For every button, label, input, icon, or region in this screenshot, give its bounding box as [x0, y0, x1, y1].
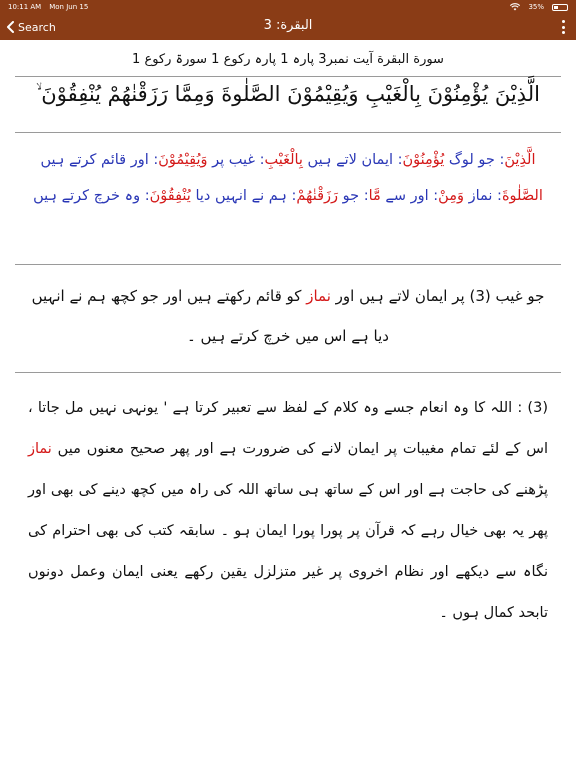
commentary-text: پڑھنے کی حاجت ہے اور اس کے ساتھ ہی ساتھ اللہ کی راہ میں کچھ دینے کی بھی اور پھر یہ بھی خیال رہے کہ قرآن پر پورا پورا ایمان ہو ۔ سابقہ کتب کی بھی احترام کی نگاہ سے دیکھے اور نظام اخروی پر غیر متزلزل یقین رکھے یعنی ایمان وعمل دونوں تابحد کمال ہوں ۔	[28, 482, 548, 621]
arabic-verse: الَّذِيْنَ يُؤْمِنُوْنَ بِالْغَيْبِ وَيُقِيْمُوْنَ الصَّلٰوةَ وَمِمَّا رَزَقْنٰھُمْ يُنْفِقُوْنَ ۙ	[36, 82, 540, 106]
wbw-arabic-word: رَزَقْنٰھُمْ	[296, 188, 339, 204]
wbw-urdu-meaning: : ایمان لاتے ہیں	[302, 152, 403, 168]
translation-text: جو غیب (3) پر ایمان لاتے ہیں اور	[330, 287, 545, 305]
battery-fill	[554, 6, 558, 9]
wbw-arabic-word: مَّا	[368, 188, 381, 204]
wbw-arabic-word: الصَّلٰوةَ	[501, 188, 543, 204]
wbw-urdu-meaning: : نماز	[463, 188, 502, 204]
urdu-translation	[30, 276, 546, 356]
wbw-urdu-meaning: : جو	[338, 188, 369, 204]
wbw-arabic-word: يُؤْمِنُوْنَ	[402, 152, 445, 168]
divider	[15, 76, 561, 77]
commentary-highlight: نماز	[28, 441, 52, 457]
verse-reference: سورة البقرة آیت نمبر3 پارہ 1 پارہ رکوع 1 سورۃ رکوع 1	[132, 52, 444, 67]
wbw-urdu-meaning: : غیب پر	[207, 152, 265, 168]
back-label: Search	[18, 20, 56, 34]
wbw-arabic-word: بِالْغَيْبِ	[264, 152, 303, 168]
wbw-urdu-meaning: : اور قائم کرتے ہیں	[40, 152, 159, 168]
page-title: البقرة: 3	[263, 18, 313, 33]
menu-dot-icon	[562, 26, 565, 29]
nav-bar	[0, 14, 576, 40]
word-by-word-translation	[18, 142, 558, 214]
wbw-urdu-meaning: : وہ خرچ کرتے ہیں	[33, 188, 150, 204]
battery-percent: 35%	[528, 3, 544, 11]
menu-dot-icon	[562, 31, 565, 34]
divider	[15, 264, 561, 265]
wbw-urdu-meaning: : اور سے	[380, 188, 439, 204]
status-time: 10:11 AM	[8, 3, 42, 11]
commentary-text: (3) : اللہ کا وہ انعام جسے وہ کلام کے لفظ سے تعبیر کرتا ہے ' یونہی نہیں مل جاتا ، اس کے لئے تمام مغیبات پر ایمان لانے کی ضرورت ہے اور پھر صحیح معنوں میں	[28, 400, 548, 457]
translation-highlight: نماز	[306, 287, 331, 305]
commentary-footnote	[28, 388, 548, 634]
battery-icon	[552, 4, 568, 11]
menu-dot-icon	[562, 20, 565, 23]
more-menu-button[interactable]	[558, 20, 568, 34]
wifi-icon	[510, 3, 520, 11]
wbw-urdu-meaning: : جو لوگ	[444, 152, 505, 168]
status-right	[510, 3, 568, 11]
wbw-urdu-meaning: : ہم نے انہیں دیا	[190, 188, 297, 204]
status-bar	[0, 0, 576, 14]
divider	[15, 132, 561, 133]
wbw-arabic-word: وَمِنْ	[438, 188, 464, 204]
wbw-arabic-word: يُنْفِقُوْنَ	[149, 188, 191, 204]
status-left	[8, 3, 88, 11]
status-date: Mon Jun 15	[49, 3, 89, 11]
divider	[15, 372, 561, 373]
wbw-arabic-word: الَّذِيْنَ	[504, 152, 536, 168]
wbw-arabic-word: وَيُقِيْمُوْنَ	[158, 152, 208, 168]
translation-text: کو قائم رکھتے ہیں اور جو کچھ ہم نے انہیں دیا ہے اس میں خرچ کرتے ہیں ۔	[31, 287, 389, 345]
